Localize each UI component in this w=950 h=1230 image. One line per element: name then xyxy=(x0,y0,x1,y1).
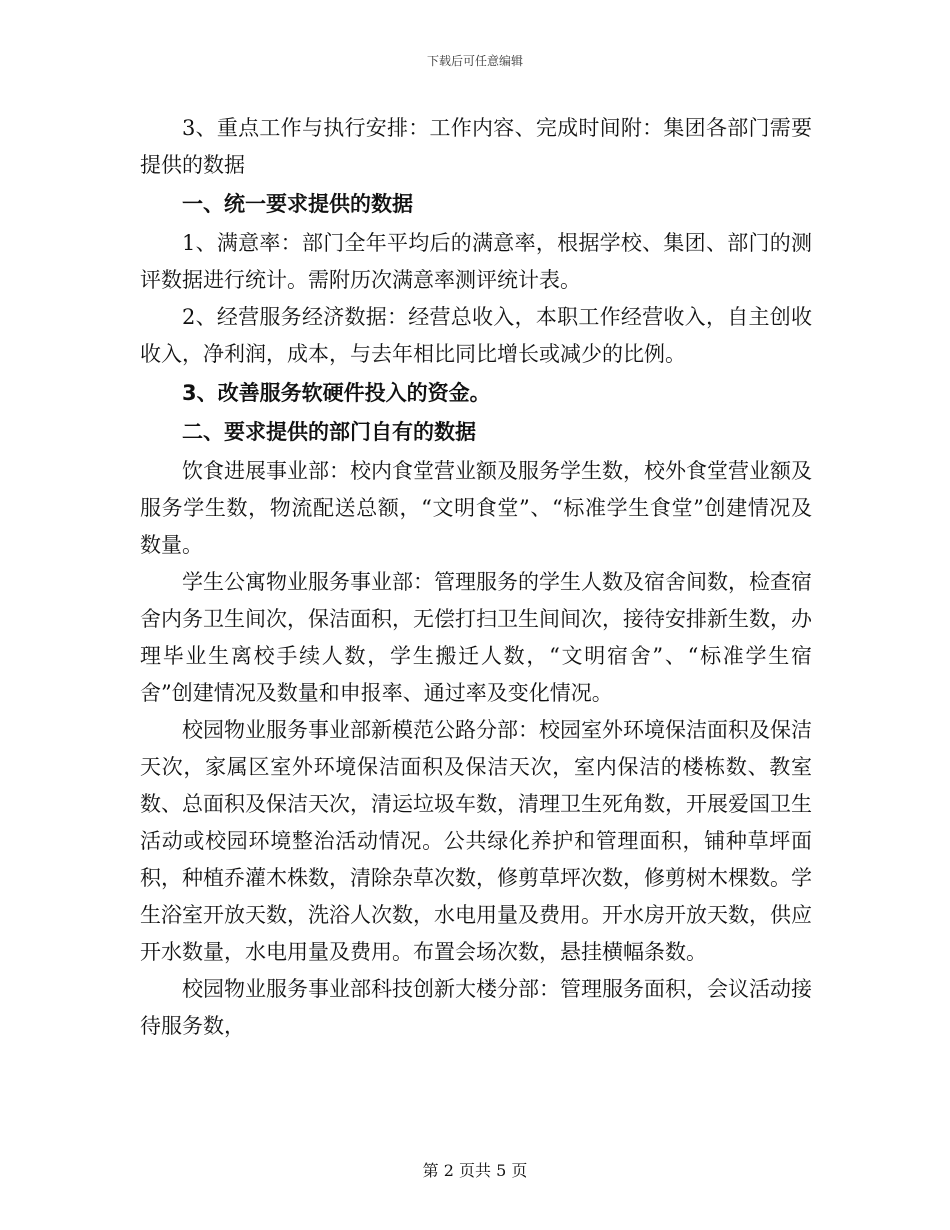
page-number: 第 2 页共 5 页 xyxy=(422,1161,528,1180)
paragraph-economic-data: 2、经营服务经济数据：经营总收入，本职工作经营收入，自主创收收入，净利润，成本，与去年相比同比增长或减少的比例。 xyxy=(140,305,812,366)
heading-investment-funds: 3、改善服务软硬件投入的资金。 xyxy=(182,381,491,405)
document-body xyxy=(140,110,812,1045)
page-header: 下载后可任意编辑 xyxy=(426,54,523,68)
paragraph-satisfaction-rate: 1、满意率：部门全年平均后的满意率，根据学校、集团、部门的测评数据进行统计。需附历次满意率测评统计表。 xyxy=(140,231,812,292)
paragraph-tech-building-branch: 校园物业服务事业部科技创新大楼分部：管理服务面积，会议活动接待服务数， xyxy=(140,977,812,1038)
paragraph-key-work: 3、重点工作与执行安排：工作内容、完成时间附：集团各部门需要提供的数据 xyxy=(140,116,812,177)
heading-unified-data: 一、统一要求提供的数据 xyxy=(182,192,413,216)
heading-department-data: 二、要求提供的部门自有的数据 xyxy=(182,420,476,444)
paragraph-catering-dept: 饮食进展事业部：校内食堂营业额及服务学生数，校外食堂营业额及服务学生数，物流配送总额，“文明食堂”、“标准学生食堂”创建情况及数量。 xyxy=(140,459,812,557)
paragraph-dormitory-dept: 学生公寓物业服务事业部：管理服务的学生人数及宿舍间数，检查宿舍内务卫生间次，保洁面积，无偿打扫卫生间间次，接待安排新生数，办理毕业生离校手续人数，学生搬迁人数，“文明宿舍”、“标准学生宿舍”创建情况及数量和申报率、通过率及变化情况。 xyxy=(140,570,812,705)
paragraph-campus-property-branch: 校园物业服务事业部新模范公路分部：校园室外环境保洁面积及保洁天次，家属区室外环境保洁面积及保洁天次，室内保洁的楼栋数、教室数、总面积及保洁天次，清运垃圾车数，清理卫生死角数，开展爱国卫生活动或校园环境整治活动情况。公共绿化养护和管理面积，铺种草坪面积，种植乔灌木株数，清除杂草次数，修剪草坪次数，修剪树木棵数。学生浴室开放天数，洗浴人次数，水电用量及费用。开水房开放天数，供应开水数量，水电用量及费用。布置会场次数，悬挂横幅条数。 xyxy=(140,718,812,964)
